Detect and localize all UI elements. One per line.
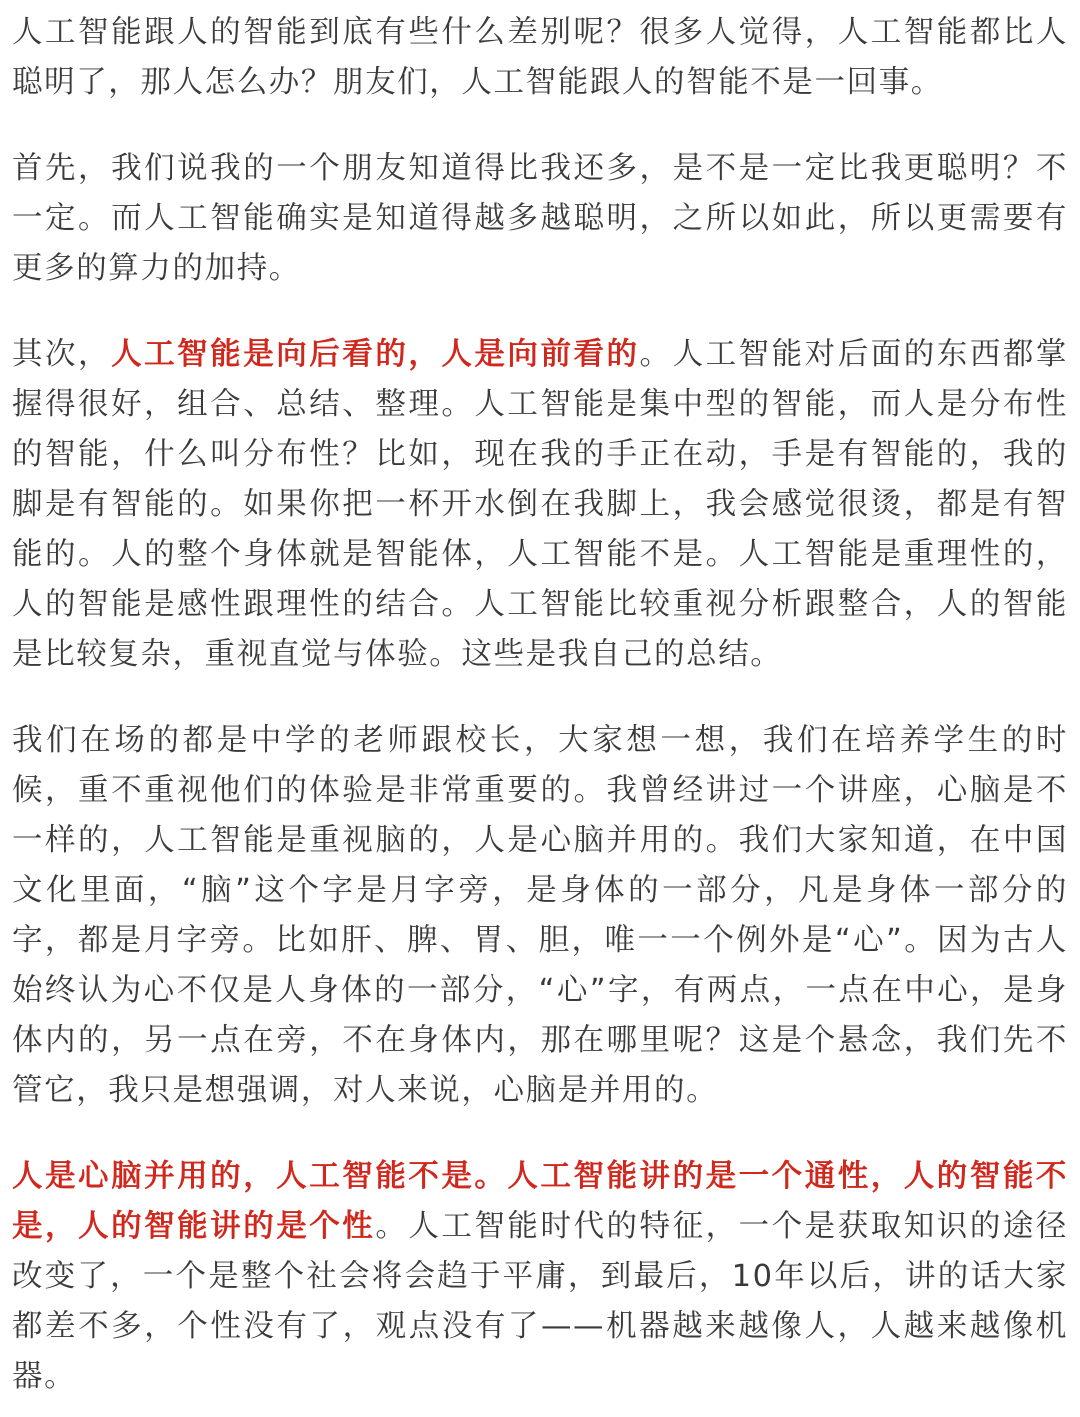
paragraph-body-text: 。人工智能对后面的东西都掌握得很好，组合、总结、整理。人工智能是集中型的智能，而人是分布性的智能，什么叫分布性？比如，现在我的手正在动，手是有智能的，我的脚是有智能的。如果你把一杯开水倒在我脚上，我会感觉很烫，都是有智能的。人的整个身体就是智能体，人工智能不是。人工智能是重理性的，人的智能是感性跟理性的结合。人工智能比较重视分析跟整合，人的智能是比较复杂，重视直觉与体验。这些是我自己的总结。 (12, 337, 1068, 672)
highlighted-statement: 人是心脑并用的，人工智能不是。人工智能讲的是一个通性，人的智能不是，人的智能讲的是个性 (12, 1159, 1068, 1244)
paragraph-lead-text: 其次， (12, 337, 112, 372)
paragraph-heart-brain: 我们在场的都是中学的老师跟校长，大家想一想，我们在培养学生的时候，重不重视他们的体验是非常重要的。我曾经讲过一个讲座，心脑是不一样的，人工智能是重视脑的，人是心脑并用的。我们大家知道，在中国文化里面，“脑”这个字是月字旁，是身体的一部分，凡是身体一部分的字，都是月字旁。比如肝、脾、胃、胆，唯一一个例外是“心”。因为古人始终认为心不仅是人身体的一部分，“心”字，有两点，一点在中心，是身体内的，另一点在旁，不在身体内，那在哪里呢？这是个悬念，我们先不管它，我只是想强调，对人来说，心脑是并用的。 (12, 723, 1068, 1108)
paragraph-second-point (12, 330, 1068, 680)
paragraph-body-text: 。人工智能时代的特征，一个是获取知识的途径改变了，一个是整个社会将会趋于平庸，到最后，10年以后，讲的话大家都差不多，个性没有了，观点没有了——机器越来越像人，人越来越像机器。 (12, 1209, 1068, 1394)
paragraph-conclusion (12, 1152, 1068, 1402)
paragraph-first-point: 首先，我们说我的一个朋友知道得比我还多，是不是一定比我更聪明？不一定。而人工智能确实是知道得越多越聪明，之所以如此，所以更需要有更多的算力的加持。 (12, 151, 1068, 286)
highlighted-statement: 人工智能是向后看的，人是向前看的 (111, 337, 640, 372)
paragraph-intro: 人工智能跟人的智能到底有些什么差别呢？很多人觉得，人工智能都比人聪明了，那人怎么办？朋友们，人工智能跟人的智能不是一回事。 (12, 15, 1068, 100)
